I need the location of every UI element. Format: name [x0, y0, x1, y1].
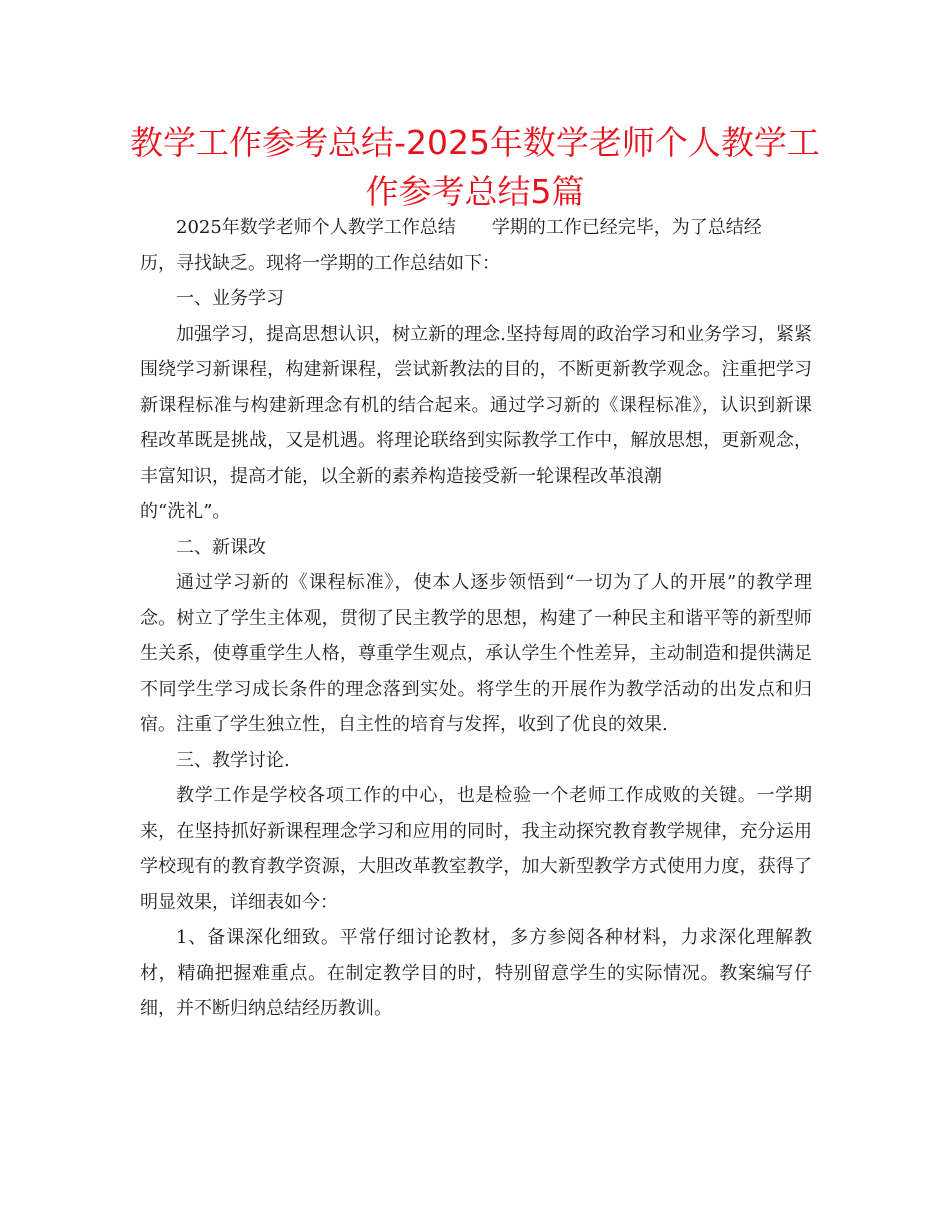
section-1-tail: 的“洗礼”。 [140, 501, 231, 522]
section-1-heading: 一、业务学习 [176, 288, 284, 309]
document-body [140, 210, 812, 1027]
section-3-heading: 三、教学讨论. [176, 749, 290, 771]
section-2-heading: 二、新课改 [176, 536, 266, 558]
section-1-paragraph: 加强学习，提高思想认识，树立新的理念.坚持每周的政治学习和业务学习，紧紧围绕学习新课程，构建新课程，尝试新教法的目的，不断更新教学观念。注重把学习新课程标准与构建新理念有机的结合起来。通过学习新的《课程标准》，认识到新课程改革既是挑战，又是机遇。将理论联络到实际教学工作中，解放思想，更新观念，丰富知识，提高才能，以全新的素养构造接受新一轮课程改革浪潮 [140, 323, 812, 487]
intro-line-1: 2025年数学老师个人教学工作总结 学期的工作已经完毕，为了总结经 [176, 217, 762, 238]
section-2-paragraph: 通过学习新的《课程标准》，使本人逐步领悟到“一切为了人的开展”的教学理念。树立了学生主体观，贯彻了民主教学的思想，构建了一种民主和谐平等的新型师生关系，使尊重学生人格，尊重学生观点，承认学生个性差异，主动制造和提供满足不同学生学习成长条件的理念落到实处。将学生的开展作为教学活动的出发点和归宿。注重了学生独立性，自主性的培育与发挥，收到了优良的效果. [140, 572, 812, 735]
intro-line-2: 历，寻找缺乏。现将一学期的工作总结如下： [140, 252, 500, 274]
section-3-paragraph: 教学工作是学校各项工作的中心，也是检验一个老师工作成败的关键。一学期来，在坚持抓好新课程理念学习和应用的同时，我主动探究教育教学规律，充分运用学校现有的教育教学资源，大胆改革教室教学，加大新型教学方式使用力度，获得了明显效果，详细表如今： [140, 785, 812, 913]
document-title: 教学工作参考总结-2025年数学老师个人教学工作参考总结5篇 [130, 123, 820, 211]
item-1-paragraph: 1、备课深化细致。平常仔细讨论教材，多方参阅各种材料，力求深化理解教材，精确把握难重点。在制定教学目的时，特别留意学生的实际情况。教案编写仔细，并不断归纳总结经历教训。 [140, 927, 812, 1019]
